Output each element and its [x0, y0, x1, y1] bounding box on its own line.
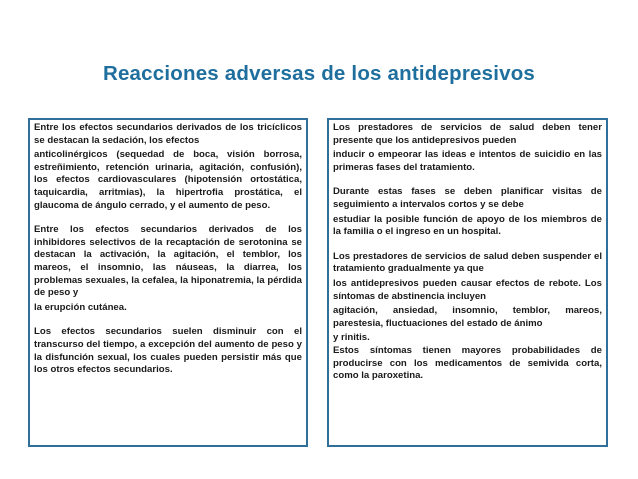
- right-paragraph: estudiar la posible función de apoyo de los miembros de la familia o el ingreso en un hospital.: [333, 213, 602, 238]
- left-paragraph: Los efectos secundarios suelen disminuir con el transcurso del tiempo, a excepción del aumento de peso y la disfunción sexual, los cuales pueden persistir más que los otros efectos secundarios.: [34, 326, 302, 376]
- right-paragraph: agitación, ansiedad, insomnio, temblor, mareos, parestesia, fluctuaciones del estado de ánimo: [333, 305, 602, 329]
- left-paragraph: Entre los efectos secundarios derivados de los tricíclicos se destacan la sedación, los efectos: [34, 122, 302, 146]
- right-paragraph: Los prestadores de servicios de salud deben suspender el tratamiento gradualmente ya que: [333, 250, 602, 275]
- right-paragraph: Los prestadores de servicios de salud deben tener presente que los antidepresivos pueden: [333, 122, 602, 146]
- left-text-box: [28, 118, 308, 447]
- right-text-box: [327, 118, 608, 447]
- right-paragraph: inducir o empeorar las ideas e intentos de suicidio en las primeras fases del tratamiento.: [333, 149, 602, 173]
- right-paragraph: y rinitis.: [333, 332, 370, 344]
- left-paragraph: la erupción cutánea.: [34, 301, 127, 313]
- slide-title: Reacciones adversas de los antidepresivos: [102, 62, 536, 85]
- right-paragraph: los antidepresivos pueden causar efectos de rebote. Los síntomas de abstinencia incluyen: [333, 277, 602, 302]
- left-paragraph: anticolinérgicos (sequedad de boca, visión borrosa, estreñimiento, retención urinaria, agitación, confusión), los efectos cardiovasculares (hipotensión ortostática, taquicardia, arritmias), la hipertrofia prostática, el glaucoma de ángulo cerrado, y el aumento de peso.: [34, 149, 302, 211]
- left-paragraph: Entre los efectos secundarios derivados de los inhibidores selectivos de la recaptación de serotonina se destacan la activación, la agitación, el temblor, los mareos, el insomnio, las náuseas, la diarrea, los problemas sexuales, la cefalea, la hiponatremia, la pérdida de peso y: [34, 224, 302, 299]
- right-paragraph: Durante estas fases se deben planificar visitas de seguimiento a intervalos cortos y se debe: [333, 186, 602, 210]
- right-paragraph: Estos síntomas tienen mayores probabilidades de producirse con los medicamentos de semivida corta, como la paroxetina.: [333, 344, 602, 382]
